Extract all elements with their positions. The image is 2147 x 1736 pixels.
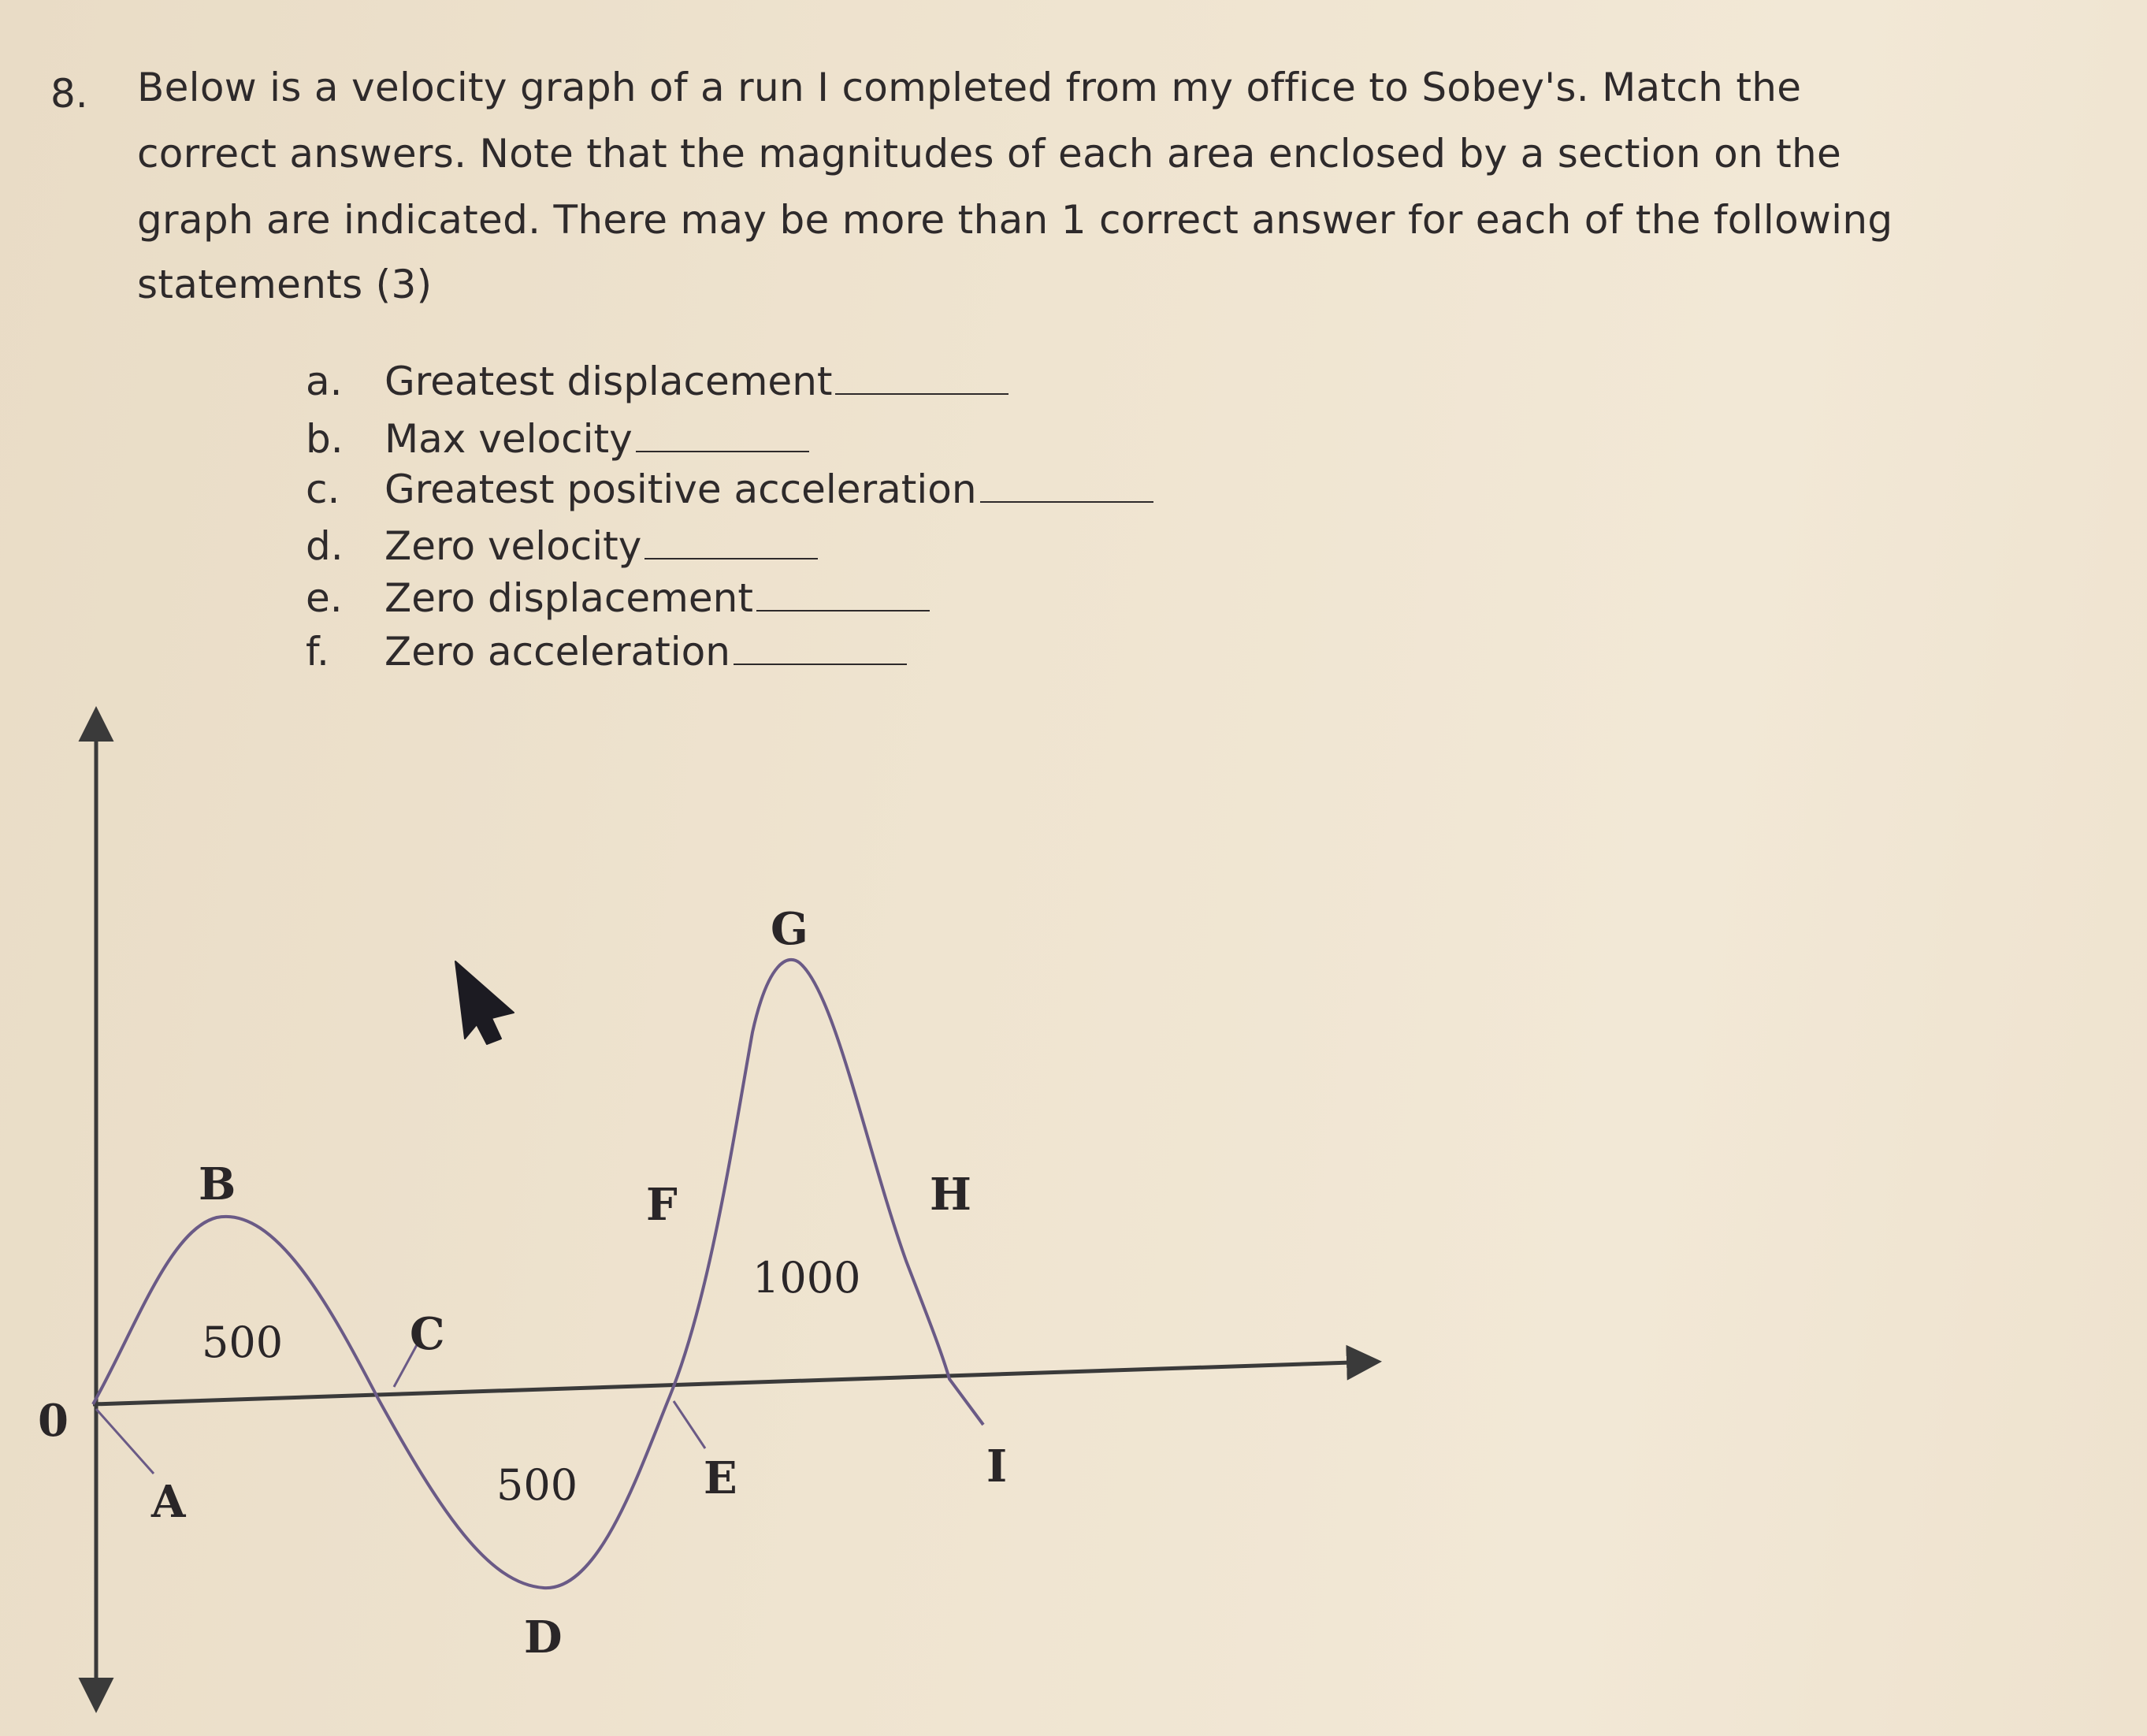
point-label-d: D	[524, 1611, 563, 1664]
question-line-1: Below is a velocity graph of a run I completed from my office to Sobey's. Match the	[137, 65, 1802, 110]
question-line-4: statements (3)	[137, 262, 433, 307]
point-label-b: B	[199, 1158, 236, 1210]
choice-text: Greatest positive acceleration	[384, 467, 977, 512]
cursor-pointer-icon	[455, 961, 514, 1044]
choice-text: Zero displacement	[384, 575, 753, 621]
question-number: 8.	[50, 71, 88, 117]
choice-letter: d.	[306, 523, 344, 569]
point-label-f: F	[646, 1179, 678, 1231]
point-label-h: H	[930, 1169, 971, 1221]
point-label-i: I	[986, 1440, 1008, 1493]
choice-letter: a.	[306, 359, 343, 404]
choice-text: Max velocity	[384, 416, 633, 462]
origin-label: 0	[38, 1395, 69, 1447]
point-label-c: C	[410, 1308, 445, 1360]
area-label-second-positive: 1000	[752, 1253, 861, 1303]
x-axis	[93, 1362, 1375, 1404]
choice-letter: b.	[306, 416, 344, 462]
question-line-3: graph are indicated. There may be more than 1 correct answer for each of the following	[137, 197, 1893, 243]
choice-letter: e.	[306, 575, 343, 621]
point-label-e: E	[704, 1452, 737, 1504]
choice-letter: c.	[306, 467, 340, 512]
question-line-2: correct answers. Note that the magnitudes of each area enclosed by a section on the	[137, 131, 1842, 177]
choice-text: Zero acceleration	[384, 629, 730, 675]
area-label-negative: 500	[496, 1460, 578, 1510]
leader-a	[96, 1409, 154, 1474]
choice-letter: f.	[306, 629, 329, 675]
choice-text: Greatest displacement	[384, 359, 833, 404]
leader-e	[674, 1401, 705, 1448]
area-label-first-positive: 500	[202, 1318, 284, 1367]
point-label-a: A	[151, 1476, 186, 1528]
point-label-g: G	[771, 903, 808, 955]
choice-text: Zero velocity	[384, 523, 642, 569]
